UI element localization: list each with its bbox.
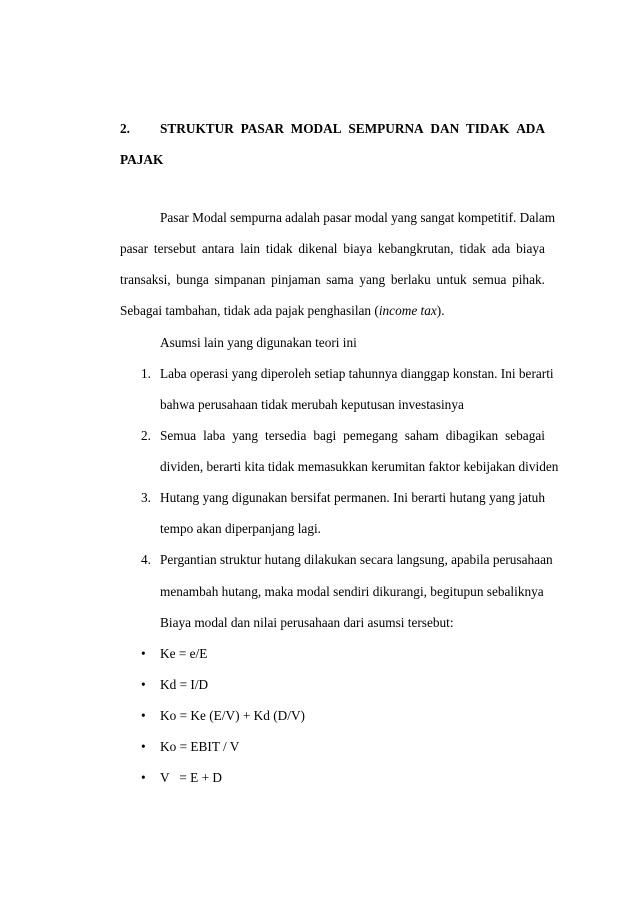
word: bagi bbox=[313, 428, 337, 443]
word: Ini bbox=[393, 490, 408, 505]
word: MODAL bbox=[290, 121, 342, 136]
paragraph-line: Pasar Modal sempurna adalah pasar modal yang sangat kompetitif. Dalam bbox=[160, 210, 556, 225]
bullet-icon: • bbox=[141, 646, 146, 661]
word: Hutang bbox=[160, 490, 200, 505]
section-number: 2. bbox=[120, 121, 130, 136]
word: hutang bbox=[449, 490, 486, 505]
word: TIDAK bbox=[465, 121, 510, 136]
list-item-line bbox=[160, 490, 545, 506]
list-number: 2. bbox=[141, 428, 151, 443]
word: DAN bbox=[430, 121, 460, 136]
word: berlaku bbox=[390, 272, 431, 287]
word: pasar bbox=[120, 241, 149, 256]
word: sama bbox=[326, 272, 354, 287]
list-item-line bbox=[160, 428, 545, 444]
word: kebangkrutan, bbox=[377, 241, 454, 256]
list-item-line: dividen, berarti kita tidak memasukkan kerumitan faktor kebijakan dividen bbox=[160, 459, 559, 474]
formula-ke: Ke = e/E bbox=[160, 646, 208, 661]
word: laba bbox=[203, 428, 226, 443]
word: antara bbox=[201, 241, 235, 256]
word: bunga bbox=[176, 272, 209, 287]
word: untuk bbox=[436, 272, 467, 287]
word: Semua bbox=[160, 428, 197, 443]
word: simpanan bbox=[214, 272, 266, 287]
list-number: 4. bbox=[141, 552, 151, 567]
word: sebagai bbox=[505, 428, 545, 443]
word: permanen. bbox=[333, 490, 390, 505]
word: ada bbox=[491, 241, 511, 256]
word: dikenal bbox=[298, 241, 338, 256]
word: biaya bbox=[343, 241, 373, 256]
word: STRUKTUR bbox=[160, 121, 234, 136]
word: bersifat bbox=[290, 490, 331, 505]
word: ADA bbox=[516, 121, 545, 136]
list-item-line: Biaya modal dan nilai perusahaan dari asumsi tersebut: bbox=[160, 615, 454, 630]
section-title-line1 bbox=[160, 121, 545, 137]
list-item-line: menambah hutang, maka modal sendiri dikurangi, begitupun sebaliknya bbox=[160, 584, 544, 599]
word: dibagikan bbox=[445, 428, 499, 443]
formula-ko-ebit: Ko = EBIT / V bbox=[160, 739, 240, 754]
word: yang bbox=[359, 272, 386, 287]
list-item-line: Laba operasi yang diperoleh setiap tahunnya dianggap konstan. Ini berarti bbox=[160, 366, 554, 381]
word: berarti bbox=[411, 490, 447, 505]
formula-kd: Kd = I/D bbox=[160, 677, 209, 692]
word: SEMPURNA bbox=[348, 121, 424, 136]
word: saham bbox=[404, 428, 439, 443]
list-number: 1. bbox=[141, 366, 151, 381]
word: PASAR bbox=[240, 121, 284, 136]
list-item-line: bahwa perusahaan tidak merubah keputusan investasinya bbox=[160, 397, 464, 412]
word: biaya bbox=[516, 241, 545, 256]
paragraph-text: ). bbox=[436, 303, 445, 318]
word: jatuh bbox=[518, 490, 545, 505]
assumption-intro: Asumsi lain yang digunakan teori ini bbox=[160, 335, 357, 350]
word: pinjaman bbox=[271, 272, 321, 287]
word: lain bbox=[240, 241, 261, 256]
bullet-icon: • bbox=[141, 770, 146, 785]
bullet-icon: • bbox=[141, 677, 146, 692]
formula-v: V = E + D bbox=[160, 770, 223, 785]
paragraph-text: Sebagai tambahan, tidak ada pajak penghasilan ( bbox=[120, 303, 379, 318]
word: pihak. bbox=[512, 272, 545, 287]
word: semua bbox=[472, 272, 507, 287]
bullet-icon: • bbox=[141, 739, 146, 754]
word: yang bbox=[232, 428, 259, 443]
list-number: 3. bbox=[141, 490, 151, 505]
formula-ko-weighted: Ko = Ke (E/V) + Kd (D/V) bbox=[160, 708, 305, 723]
word: yang bbox=[489, 490, 515, 505]
paragraph-line bbox=[120, 272, 545, 288]
paragraph-line bbox=[120, 241, 545, 257]
income-tax-term: income tax bbox=[378, 303, 437, 318]
list-item-line: tempo akan diperpanjang lagi. bbox=[160, 521, 321, 536]
word: tersedia bbox=[265, 428, 307, 443]
word: transaksi, bbox=[120, 272, 171, 287]
word: yang bbox=[202, 490, 229, 505]
word: tidak bbox=[265, 241, 293, 256]
paragraph-line bbox=[120, 303, 445, 319]
word: tidak bbox=[459, 241, 487, 256]
word: tersebut bbox=[153, 241, 196, 256]
word: pemegang bbox=[343, 428, 398, 443]
bullet-icon: • bbox=[141, 708, 146, 723]
word: digunakan bbox=[231, 490, 288, 505]
section-title-line2: PAJAK bbox=[120, 152, 164, 167]
list-item-line: Pergantian struktur hutang dilakukan secara langsung, apabila perusahaan bbox=[160, 552, 553, 567]
